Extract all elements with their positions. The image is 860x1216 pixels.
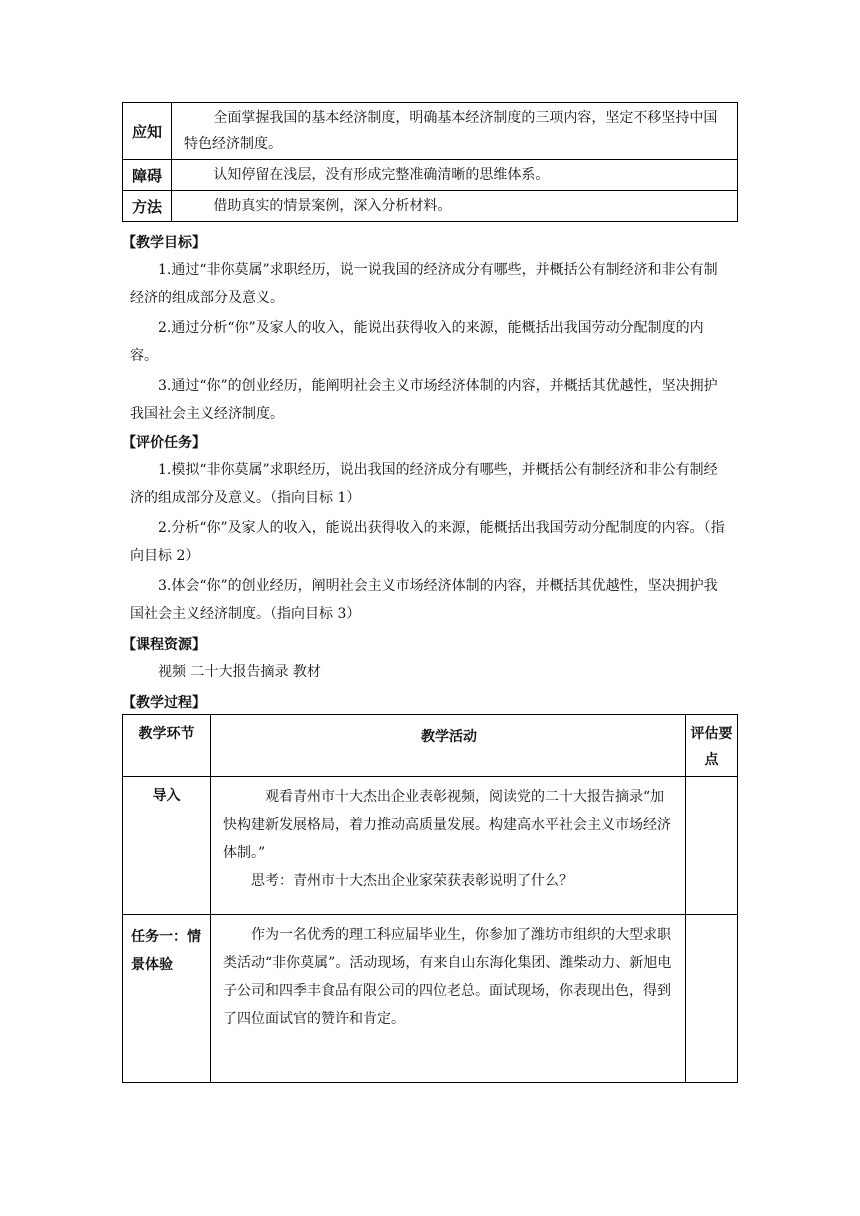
- resources-text: 视频 二十大报告摘录 教材: [158, 664, 321, 680]
- header-stage: 教学环节: [123, 715, 211, 777]
- goal-item: 1.通过“非你莫属”求职经历，说一说我国的经济成分有哪些，并概括公有制经济和非公有制经济的组成部分及意义。: [130, 262, 718, 306]
- activity-cell: 作为一名优秀的理工科应届毕业生，你参加了潍坊市组织的大型求职类活动“非你莫属”。活动现场，有来自山东海化集团、潍柴动力、新旭电子公司和四季丰食品有限公司的四位老总。面试现场，你表现出色，得到了四位面试官的赞许和肯定。: [211, 915, 686, 1083]
- table-row: [123, 777, 738, 915]
- tasks-heading: 【评价任务】: [122, 435, 206, 451]
- row-text: 认知停留在浅层，没有形成完整准确清晰的思维体系。: [172, 160, 738, 191]
- task-item: 1.模拟“非你莫属”求职经历，说出我国的经济成分有哪些，并概括公有制经济和非公有制经济的组成部分及意义。（指向目标 1）: [130, 462, 718, 506]
- goal-item: 3.通过“你”的创业经历，能阐明社会主义市场经济体制的内容，并概括其优越性，坚决拥护我国社会主义经济制度。: [130, 378, 718, 422]
- stage-cell: 导入: [123, 777, 211, 915]
- table-row: [123, 160, 738, 191]
- table-row: [123, 191, 738, 222]
- table-row: [123, 915, 738, 1083]
- task-item: 3.体会“你”的创业经历，阐明社会主义市场经济体制的内容，并概括其优越性，坚决拥护我国社会主义经济制度。（指向目标 3）: [130, 578, 718, 622]
- eval-cell: [686, 777, 738, 915]
- eval-cell: [686, 915, 738, 1083]
- row-text: 借助真实的情景案例，深入分析材料。: [172, 191, 738, 222]
- summary-table: [122, 102, 738, 222]
- row-label: 方法: [123, 191, 172, 222]
- task-item: 2.分析“你”及家人的收入，能说出获得收入的来源，能概括出我国劳动分配制度的内容。（指向目标 2）: [130, 520, 725, 564]
- goals-heading: 【教学目标】: [122, 235, 206, 251]
- row-text: 全面掌握我国的基本经济制度，明确基本经济制度的三项内容，坚定不移坚持中国特色经济制度。: [172, 103, 738, 160]
- table-row: [123, 103, 738, 160]
- resources-heading: 【课程资源】: [122, 637, 206, 653]
- stage-cell: 任务一：情景体验: [123, 915, 211, 1083]
- activity-cell: 观看青州市十大杰出企业表彰视频，阅读党的二十大报告摘录“加快构建新发展格局，着力推动高质量发展。构建高水平社会主义市场经济体制。” 思考：青州市十大杰出企业家荣获表彰说明了什么？: [211, 777, 686, 915]
- process-table: [122, 714, 738, 1083]
- row-label: 应知: [123, 103, 172, 160]
- table-header-row: [123, 715, 738, 777]
- header-activity: 教学活动: [211, 715, 686, 777]
- process-heading: 【教学过程】: [122, 695, 206, 711]
- goal-item: 2.通过分析“你”及家人的收入，能说出获得收入的来源，能概括出我国劳动分配制度的内容。: [130, 320, 704, 364]
- row-label: 障碍: [123, 160, 172, 191]
- header-eval: 评估要点: [686, 715, 738, 777]
